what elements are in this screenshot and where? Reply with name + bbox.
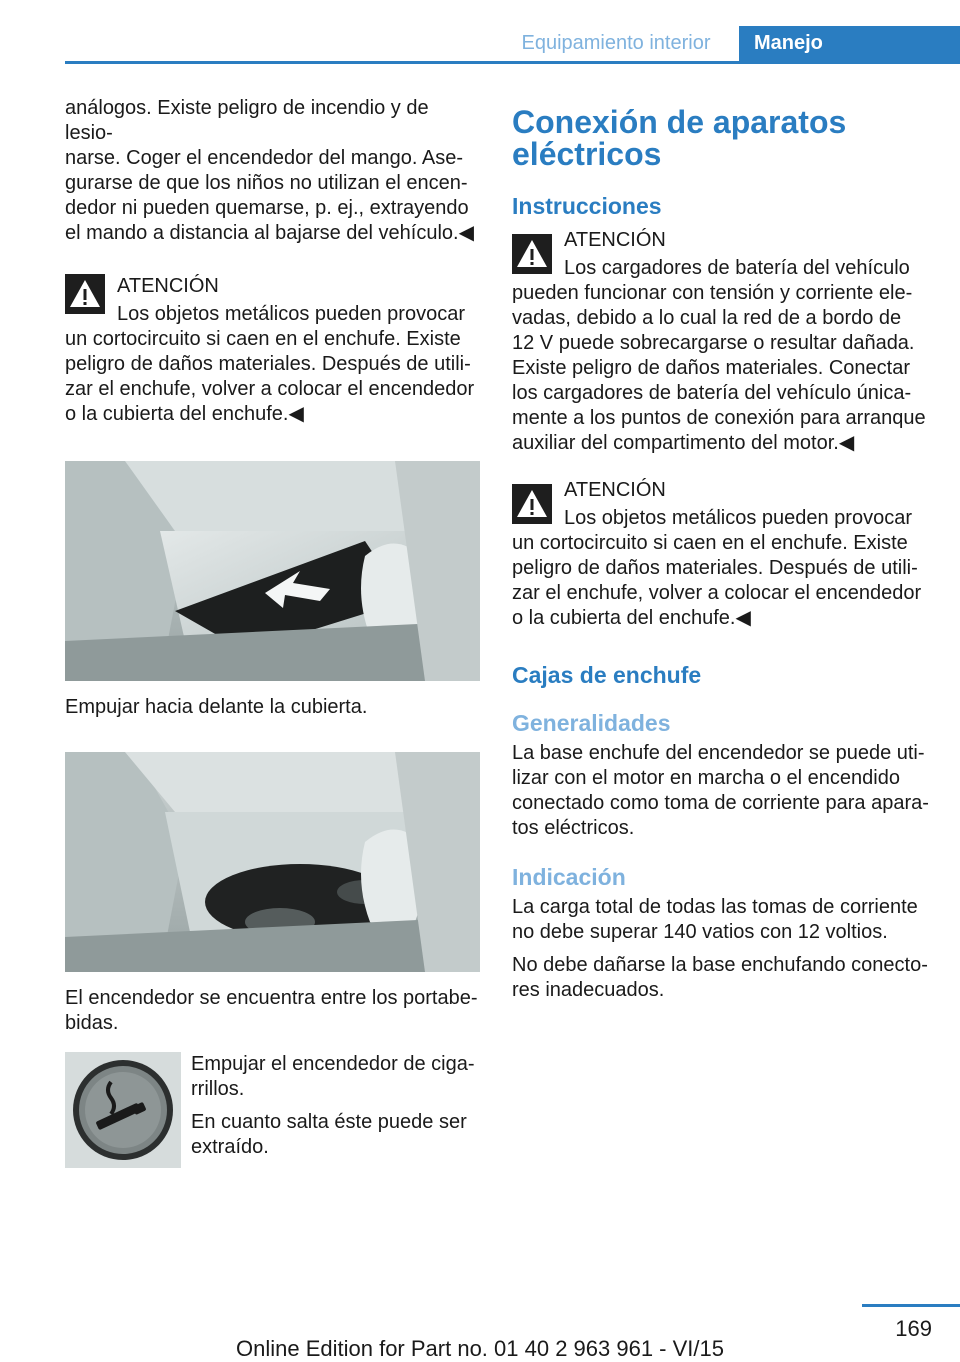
- header-chapter-label: Manejo: [739, 26, 960, 61]
- text-line: bidas.: [65, 1012, 119, 1034]
- text-line: rrillos.: [191, 1078, 245, 1100]
- text-line: La carga total de todas las tomas de corriente: [512, 896, 918, 918]
- text-line: peligro de daños materiales. Después de utili‐: [512, 557, 918, 579]
- text-line: tos eléctricos.: [512, 817, 635, 839]
- text-line: dedor ni pueden quemarse, p. ej., extrayendo: [65, 197, 469, 219]
- text-line: peligro de daños materiales. Después de utili‐: [65, 353, 471, 375]
- text-line: Los cargadores de batería del vehículo: [564, 257, 910, 279]
- header-section-label: Equipamiento interior: [493, 26, 739, 61]
- text-line: o la cubierta del enchufe.◀: [512, 607, 751, 629]
- text-line: un cortocircuito si caen en el enchufe. Existe: [512, 532, 908, 554]
- warning-title: ATENCIÓN: [564, 229, 666, 251]
- footer-rule: [862, 1304, 960, 1307]
- indicacion-paragraph-2: [512, 953, 932, 1003]
- figure-cover-push: [65, 461, 480, 681]
- generalidades-paragraph: [512, 741, 932, 841]
- text-line: Existe peligro de daños materiales. Conectar: [512, 357, 910, 379]
- title-line: Conexión de aparatos: [512, 104, 847, 140]
- heading-indicacion: Indicación: [512, 864, 626, 890]
- figure-lighter-location: [65, 752, 480, 972]
- left-column: [65, 96, 480, 1172]
- warning-title: ATENCIÓN: [117, 275, 219, 297]
- subsection-heading-instrucciones: Instrucciones: [512, 193, 662, 219]
- title-line: eléctricos: [512, 136, 662, 172]
- intro-paragraph: [65, 96, 480, 246]
- text-line: 12 V puede sobrecargarse o resultar dañada.: [512, 332, 915, 354]
- text-line: un cortocircuito si caen en el enchufe. Existe: [65, 328, 461, 350]
- text-line: mente a los puntos de conexión para arranque: [512, 407, 926, 429]
- indicacion-paragraph-1: [512, 895, 932, 945]
- text-line: los cargadores de batería del vehículo única‐: [512, 382, 912, 404]
- text-line: conectado como toma de corriente para apara‐: [512, 792, 929, 814]
- text-line: lizar con el motor en marcha o el encendido: [512, 767, 900, 789]
- lighter-instructions: [191, 1052, 480, 1160]
- text-line: zar el enchufe, volver a colocar el encendedor: [65, 378, 475, 400]
- text-line: auxiliar del compartimento del motor.◀: [512, 432, 855, 454]
- text-line: o la cubierta del enchufe.◀: [65, 403, 304, 425]
- text-line: Empujar el encendedor de ciga‐: [191, 1053, 475, 1075]
- figure-caption: Empujar hacia delante la cubierta.: [65, 696, 368, 718]
- text-line: zar el enchufe, volver a colocar el encendedor: [512, 582, 922, 604]
- text-line: En cuanto salta éste puede ser: [191, 1111, 467, 1133]
- subsection-heading-cajas: Cajas de enchufe: [512, 662, 702, 688]
- warning-triangle-icon: [512, 234, 552, 274]
- heading-generalidades: Generalidades: [512, 710, 671, 736]
- warning-triangle-icon: [512, 484, 552, 524]
- edition-note: Online Edition for Part no. 01 40 2 963 961 - VI/15: [236, 1336, 724, 1361]
- text-line: análogos. Existe peligro de incendio y de lesio‐: [65, 97, 429, 144]
- text-line: narse. Coger el encendedor del mango. Ase‐: [65, 147, 464, 169]
- right-column: [512, 96, 932, 1013]
- text-line: La base enchufe del encendedor se puede uti‐: [512, 742, 925, 764]
- text-line: extraído.: [191, 1136, 269, 1158]
- text-line: gurarse de que los niños no utilizan el encen‐: [65, 172, 468, 194]
- text-line: El encendedor se encuentra entre los portabe‐: [65, 987, 478, 1009]
- warning-title: ATENCIÓN: [564, 479, 666, 501]
- section-title: [512, 106, 932, 170]
- text-line: res inadecuados.: [512, 979, 665, 1001]
- lighter-button-row: [65, 1052, 480, 1172]
- figure-caption: [65, 986, 480, 1036]
- warning-block: [65, 274, 480, 427]
- text-line: No debe dañarse la base enchufando conecto‐: [512, 954, 928, 976]
- text-line: no debe superar 140 vatios con 12 voltios.: [512, 921, 888, 943]
- warning-block: [512, 228, 932, 456]
- text-line: Los objetos metálicos pueden provocar: [564, 507, 912, 529]
- cigarette-lighter-icon: [65, 1052, 181, 1168]
- header-rule: [65, 61, 960, 64]
- page-number: 169: [895, 1316, 932, 1341]
- warning-block: [512, 478, 932, 631]
- text-line: el mando a distancia al bajarse del vehículo.◀: [65, 222, 474, 244]
- text-line: pueden funcionar con tensión y corriente ele‐: [512, 282, 913, 304]
- text-line: vadas, debido a lo cual la red de a bordo de: [512, 307, 902, 329]
- text-line: Los objetos metálicos pueden provocar: [117, 303, 465, 325]
- warning-triangle-icon: [65, 274, 105, 314]
